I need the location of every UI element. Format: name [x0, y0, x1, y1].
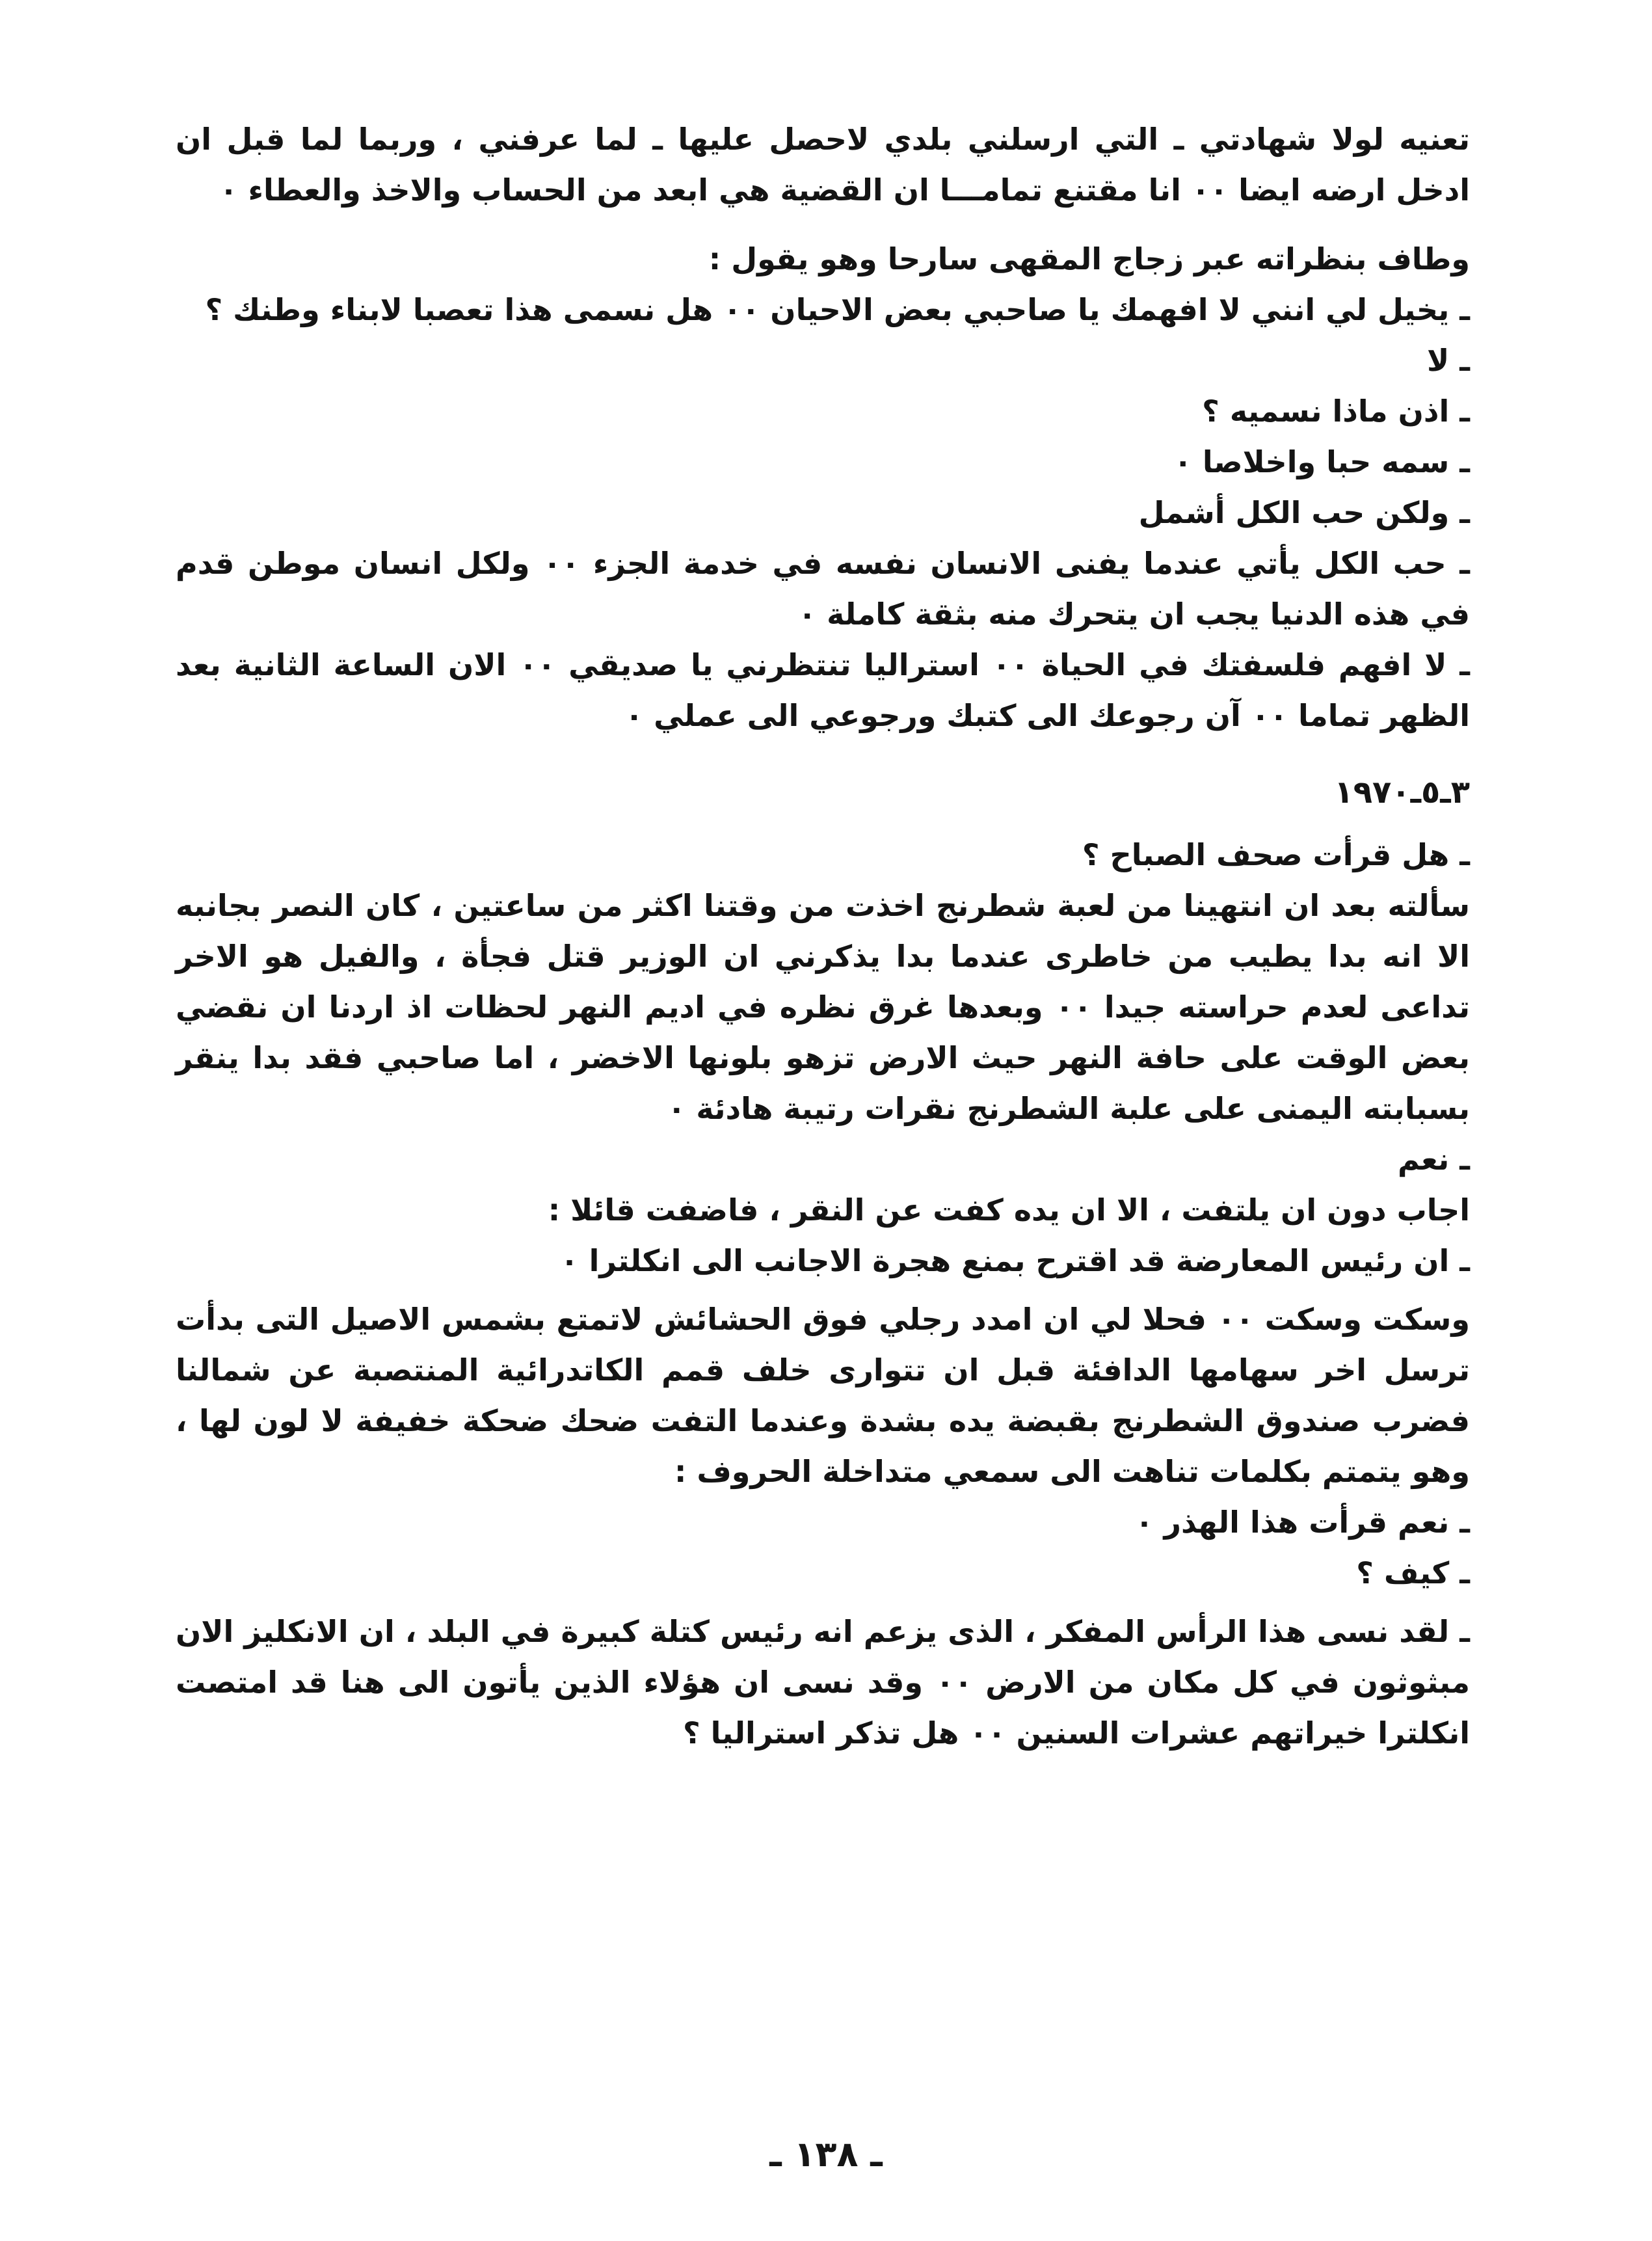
paragraph-opening: تعنيه لولا شهادتي ـ التي ارسلني بلدي لاحصل عليها ـ لما عرفني ، وربما لما قبل ان ادخل ارضه ايضا ٠٠ انا مقتنع تمامـــا ان القضية هي ابعد من الحساب والاخذ والعطاء ٠ [176, 122, 1470, 208]
dialogue-line: ـ سمه حبا واخلاصا ٠ [1173, 444, 1470, 479]
dialogue-line: ـ اذن ماذا نسميه ؟ [1202, 394, 1470, 429]
narration-line: وطاف بنظراته عبر زجاج المقهى سارحا وهو يقول : [708, 241, 1470, 276]
dialogue-line: ـ ان رئيس المعارضة قد اقترح بمنع هجرة الاجانب الى انكلترا ٠ [560, 1243, 1470, 1278]
date-heading: ٣ـ٥ـ١٩٧٠ [1334, 774, 1470, 811]
dialogue-line: ـ لقد نسى هذا الرأس المفكر ، الذى يزعم انه رئيس كتلة كبيرة في البلد ، ان الانكليز الان مبثوثون في كل مكان من الارض ٠٠ وقد نسى ان هؤلاء الذين يأتون الى هنا قد امتصت انكلترا خيراتهم عشرات السنين ٠٠ هل تذكر استراليا ؟ [176, 1614, 1470, 1751]
dialogue-line: ـ نعم [1397, 1142, 1470, 1177]
dialogue-line: ـ هل قرأت صحف الصباح ؟ [1082, 837, 1470, 872]
narration-paragraph: وسكت وسكت ٠٠ فحلا لي ان امدد رجلي فوق الحشائش لاتمتع بشمس الاصيل التى بدأت ترسل اخر سهامها الدافئة قبل ان تتوارى خلف قمم الكاتدرائية المنتصبة عن شمالنا فضرب صندوق الشطرنج بقبضة يده بشدة وعندما التفت ضحك ضحكة خفيفة لا لون لها ، وهو يتمتم بكلمات تناهت الى سمعي متداخلة الحروف : [176, 1302, 1470, 1489]
body-text [176, 114, 1470, 1758]
narration-paragraph: سألته بعد ان انتهينا من لعبة شطرنج اخذت من وقتنا اكثر من ساعتين ، كان النصر بجانبه الا انه بدا يطيب من خاطرى عندما بدا يذكرني ان الوزير قتل فجأة ، والفيل هو الاخر تداعى لعدم حراسته جيدا ٠٠ وبعدها غرق نظره في اديم النهر لحظات اذ اردنا ان نقضي بعض الوقت على حافة النهر حيث الارض تزهو بلونها الاخضر ، اما صاحبي فقد بدا ينقر بسبابته اليمنى على علبة الشطرنج نقرات رتيبة هادئة ٠ [176, 888, 1470, 1126]
dialogue-line: ـ نعم قرأت هذا الهذر ٠ [1135, 1505, 1470, 1540]
dialogue-line: ـ ولكن حب الكل أشمل [1138, 495, 1470, 530]
dialogue-line: ـ لا [1427, 343, 1470, 378]
page-number: ـ ١٣٨ ـ [769, 2134, 883, 2175]
dialogue-line: ـ يخيل لي انني لا افهمك يا صاحبي بعض الاحيان ٠٠ هل نسمى هذا تعصبا لابناء وطنك ؟ [205, 292, 1470, 327]
dialogue-line: ـ لا افهم فلسفتك في الحياة ٠٠ استراليا تنتظرني يا صديقي ٠٠ الان الساعة الثانية بعد الظهر تماما ٠٠ آن رجوعك الى كتبك ورجوعي الى عملي ٠ [176, 647, 1471, 733]
narration-line: اجاب دون ان يلتفت ، الا ان يده كفت عن النقر ، فاضفت قائلا : [548, 1192, 1470, 1228]
dialogue-line: ـ كيف ؟ [1356, 1555, 1470, 1590]
dialogue-line: ـ حب الكل يأتي عندما يفنى الانسان نفسه في خدمة الجزء ٠٠ ولكل انسان موطن قدم في هذه الدنيا يجب ان يتحرك منه بثقة كاملة ٠ [176, 546, 1470, 632]
